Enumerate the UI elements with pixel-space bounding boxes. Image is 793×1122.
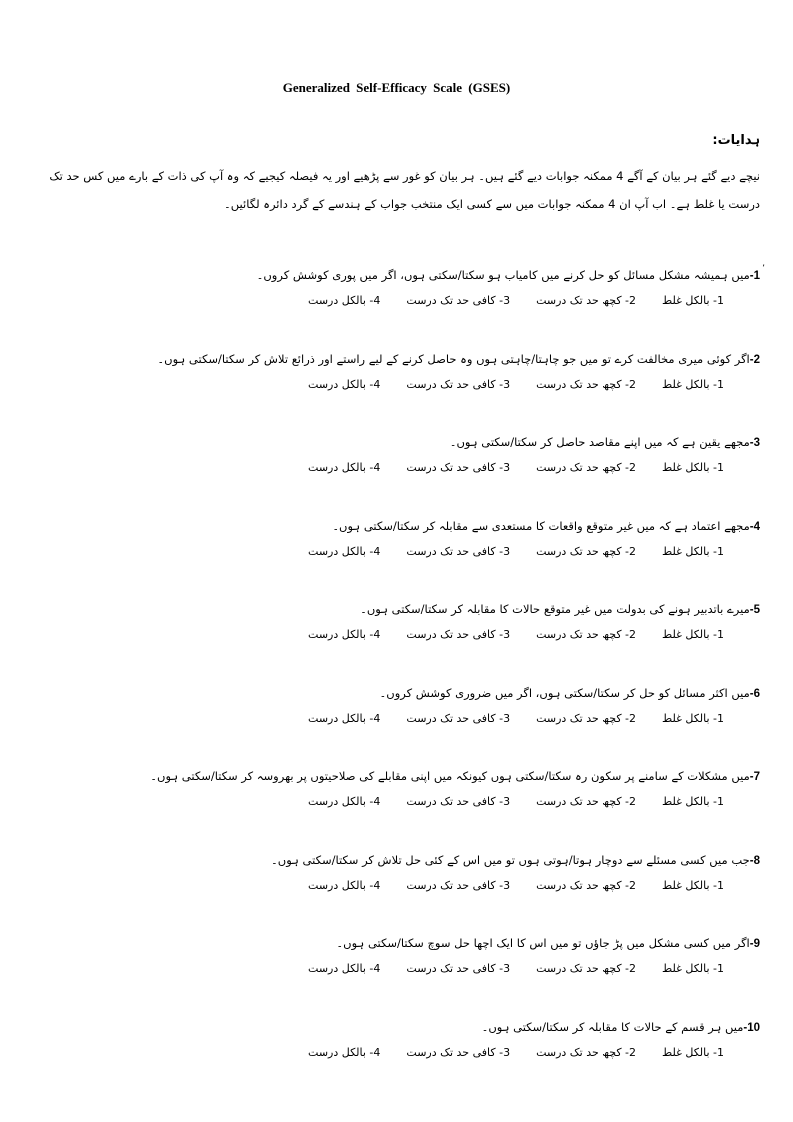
answer-option-4[interactable]: 4- بالکل درست [308,461,381,474]
answer-option-3[interactable]: 3- کافی حد تک درست [406,1045,511,1059]
question-text [60,932,760,960]
answer-option-2[interactable]: 2- کچھ حد تک درست [536,377,637,391]
answer-option-3[interactable]: 3- کافی حد تک درست [406,461,511,474]
answer-option-3[interactable]: 3- کافی حد تک درست [406,294,511,307]
question-text [60,765,760,793]
answer-option-2[interactable]: 2- کچھ حد تک درست [536,544,637,558]
question-label: میں اکثر مسائل کو حل کر سکتا/سکتی ہوں، اگر میں ضروری کوشش کروں۔ [379,685,750,700]
question-item [60,431,760,515]
instructions-text: نیچے دیے گئے ہر بیان کے آگے 4 ممکنہ جوابات دیے گئے ہیں۔ ہر بیان کو غور سے پڑھیے اور یہ فیصلہ کیجیے کہ وہ آپ کی ذات کے بارے میں کس حد تک درست یا غلط ہے۔ اب آپ ان 4 ممکنہ جوابات میں سے کسی ایک منتخب جواب کے ہندسے کے گرد دائرہ لگائیں۔ [49,169,760,211]
question-number: 5- [749,604,760,616]
question-label: میں ہمیشہ مشکل مسائل کو حل کرنے میں کامیاب ہو سکتا/سکتی ہوں، اگر میں پوری کوشش کروں۔ [256,268,750,282]
answer-options [60,1044,724,1062]
question-item [60,264,760,348]
answer-option-4[interactable]: 4- بالکل درست [308,795,381,808]
answer-option-2[interactable]: 2- کچھ حد تک درست [536,628,637,641]
question-text [60,515,760,543]
answer-option-4[interactable]: 4- بالکل درست [308,962,381,975]
answer-option-4[interactable]: 4- بالکل درست [308,544,381,558]
question-number: 6- [749,687,760,700]
answer-options [60,960,724,978]
question-item [60,849,760,933]
answer-option-2[interactable]: 2- کچھ حد تک درست [536,878,637,892]
answer-option-4[interactable]: 4- بالکل درست [308,711,381,725]
question-label: مجھے اعتماد ہے کہ میں غیر متوقع واقعات کا مستعدی سے مقابلہ کر سکتا/سکتی ہوں۔ [332,518,750,533]
answer-option-3[interactable]: 3- کافی حد تک درست [406,711,511,725]
question-label: جب میں کسی مسئلے سے دوچار ہوتا/ہوتی ہوں تو میں اس کے کئی حل تلاش کر سکتا/سکتی ہوں۔ [271,852,750,867]
question-text [60,1016,760,1044]
question-number: 10- [743,1021,760,1034]
question-text [60,598,760,626]
answer-option-4[interactable]: 4- بالکل درست [308,377,381,391]
answer-option-4[interactable]: 4- بالکل درست [308,294,381,307]
answer-option-3[interactable]: 3- کافی حد تک درست [406,962,511,975]
answer-options [60,626,724,644]
question-number: 9- [749,938,760,950]
answer-options [60,793,724,811]
answer-options [60,877,724,895]
answer-options [60,543,724,561]
question-label: اگر کوئی میری مخالفت کرے تو میں جو چاہتا/چاہتی ہوں وہ حاصل کرنے کے لیے راستے اور ذرائع تلاش کر سکتا/سکتی ہوں۔ [157,351,750,366]
question-label: میں مشکلات کے سامنے پر سکون رہ سکتا/سکتی ہوں کیونکہ میں اپنی مقابلے کی صلاحیتوں پر بھروسہ کر سکتا/سکتی ہوں۔ [150,769,750,783]
question-label: میں ہر قسم کے حالات کا مقابلہ کر سکتا/سکتی ہوں۔ [481,1019,744,1034]
question-item [60,515,760,599]
answer-option-1[interactable]: 1- بالکل غلط [662,544,724,558]
answer-option-2[interactable]: 2- کچھ حد تک درست [536,962,637,975]
question-text [60,431,760,459]
answer-option-1[interactable]: 1- بالکل غلط [662,294,724,307]
question-text [60,264,760,292]
answer-option-1[interactable]: 1- بالکل غلط [662,1045,724,1059]
question-item [60,932,760,1016]
answer-option-1[interactable]: 1- بالکل غلط [662,628,724,641]
question-text [60,348,760,376]
answer-option-2[interactable]: 2- کچھ حد تک درست [536,711,637,725]
question-number: 3- [749,437,760,449]
question-text [60,849,760,877]
question-list [60,264,760,1099]
answer-option-1[interactable]: 1- بالکل غلط [662,377,724,391]
answer-option-3[interactable]: 3- کافی حد تک درست [406,377,511,391]
question-number: 7- [749,771,760,783]
answer-option-1[interactable]: 1- بالکل غلط [662,711,724,725]
question-number: 2- [749,353,760,366]
answer-option-2[interactable]: 2- کچھ حد تک درست [536,294,637,307]
answer-option-1[interactable]: 1- بالکل غلط [662,962,724,975]
comment-mark: ʼ [762,264,765,274]
question-label: اگر میں کسی مشکل میں پڑ جاؤں تو میں اس کا ایک اچھا حل سوچ سکتا/سکتی ہوں۔ [336,936,750,950]
instructions-heading: ہدایات: [712,133,760,148]
question-number: 4- [749,520,760,533]
question-text [60,682,760,710]
answer-option-3[interactable]: 3- کافی حد تک درست [406,544,511,558]
answer-option-2[interactable]: 2- کچھ حد تک درست [536,795,637,808]
answer-option-1[interactable]: 1- بالکل غلط [662,461,724,474]
answer-options [60,710,724,728]
answer-option-3[interactable]: 3- کافی حد تک درست [406,628,511,641]
answer-option-3[interactable]: 3- کافی حد تک درست [406,878,511,892]
answer-option-3[interactable]: 3- کافی حد تک درست [406,795,511,808]
answer-option-2[interactable]: 2- کچھ حد تک درست [536,1045,637,1059]
question-number: 8- [749,854,760,867]
answer-option-1[interactable]: 1- بالکل غلط [662,878,724,892]
answer-option-4[interactable]: 4- بالکل درست [308,1045,381,1059]
question-item [60,765,760,849]
answer-option-4[interactable]: 4- بالکل درست [308,878,381,892]
answer-options [60,376,724,394]
question-item [60,682,760,766]
question-number: 1- [749,270,760,282]
question-label: میرے باتدبیر ہونے کی بدولت میں غیر متوقع حالات کا مقابلہ کر سکتا/سکتی ہوں۔ [360,602,750,616]
answer-options [60,459,724,477]
answer-option-4[interactable]: 4- بالکل درست [308,628,381,641]
question-item [60,348,760,432]
question-label: مجھے یقین ہے کہ میں اپنے مقاصد حاصل کر سکتا/سکتی ہوں۔ [449,435,750,449]
page-title: Generalized Self-Efficacy Scale (GSES) [282,80,511,95]
question-item [60,598,760,682]
answer-option-1[interactable]: 1- بالکل غلط [662,795,724,808]
question-item [60,1016,760,1100]
answer-options [60,292,724,310]
answer-option-2[interactable]: 2- کچھ حد تک درست [536,461,637,474]
